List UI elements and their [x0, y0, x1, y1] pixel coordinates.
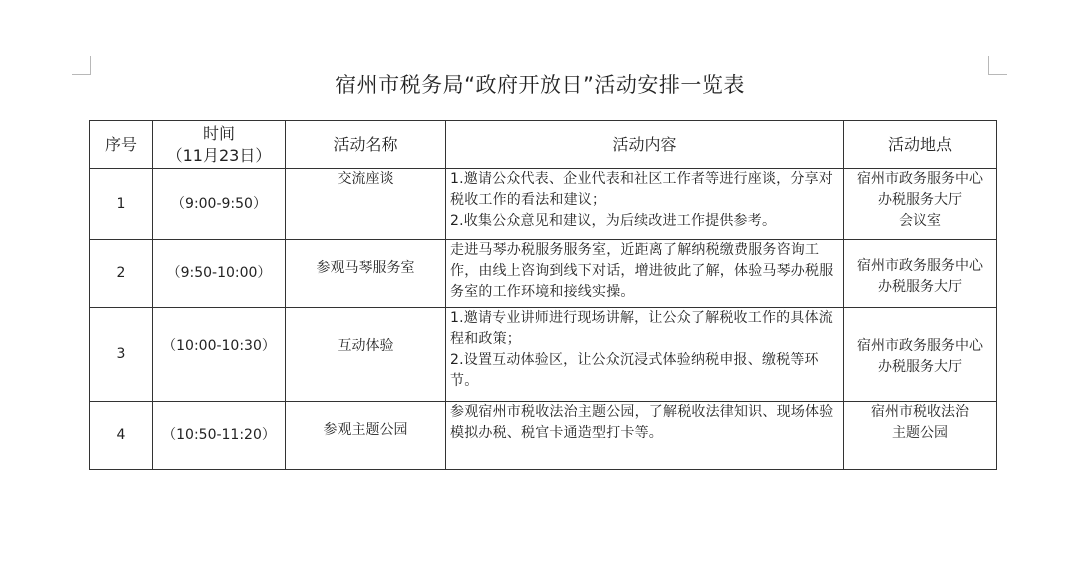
- place-line: 主题公园: [892, 425, 948, 441]
- table-header-row: [90, 121, 997, 169]
- content-line: 参观宿州市税收法治主题公园，了解税收法律知识、现场体验模拟办税、税官卡通造型打卡等。: [450, 404, 834, 441]
- row-activity-content: [446, 240, 844, 308]
- table-row: [90, 240, 997, 308]
- content-line: 2.设置互动体验区，让公众沉浸式体验纳税申报、缴税等环节。: [450, 352, 819, 389]
- place-line: 办税服务大厅: [878, 359, 962, 375]
- row-index: 4: [90, 402, 153, 470]
- header-time-label: 时间: [202, 123, 235, 143]
- row-activity-place: [844, 402, 997, 470]
- row-activity-name: 参观主题公园: [286, 402, 446, 470]
- table-row: [90, 169, 997, 240]
- header-activity-name: 活动名称: [286, 121, 446, 169]
- place-line: 会议室: [899, 213, 941, 229]
- row-activity-place: [844, 240, 997, 308]
- row-activity-content: [446, 402, 844, 470]
- table-row: [90, 402, 997, 470]
- place-line: 宿州市政务服务中心: [857, 338, 983, 354]
- row-time: （9:50-10:00）: [153, 240, 286, 308]
- place-line: 办税服务大厅: [878, 279, 962, 295]
- row-time: （9:00-9:50）: [153, 169, 286, 240]
- row-activity-content: [446, 169, 844, 240]
- header-time: [153, 121, 286, 169]
- row-activity-name: 交流座谈: [286, 169, 446, 240]
- header-time-date: （11月23日）: [166, 145, 272, 165]
- activity-schedule-table: [89, 120, 997, 470]
- row-index: 2: [90, 240, 153, 308]
- header-activity-place: 活动地点: [844, 121, 997, 169]
- header-index: 序号: [90, 121, 153, 169]
- content-line: 1.邀请专业讲师进行现场讲解，让公众了解税收工作的具体流程和政策；: [450, 310, 833, 347]
- content-line: 2.收集公众意见和建议，为后续改进工作提供参考。: [450, 213, 777, 229]
- place-line: 宿州市税收法治: [871, 404, 969, 420]
- row-activity-content: [446, 308, 844, 402]
- row-index: 1: [90, 169, 153, 240]
- document-title: 宿州市税务局“政府开放日”活动安排一览表: [335, 73, 745, 97]
- header-activity-content: 活动内容: [446, 121, 844, 169]
- content-line: 走进马琴办税服务服务室，近距离了解纳税缴费服务咨询工作，由线上咨询到线下对话，增进彼此了解，体验马琴办税服务室的工作环境和接线实操。: [450, 242, 834, 300]
- table-row: [90, 308, 997, 402]
- place-line: 宿州市政务服务中心: [857, 258, 983, 274]
- row-time: （10:00-10:30）: [153, 308, 286, 402]
- content-line: 1.邀请公众代表、企业代表和社区工作者等进行座谈，分享对税收工作的看法和建议；: [450, 171, 833, 208]
- row-time: （10:50-11:20）: [153, 402, 286, 470]
- row-activity-name: 互动体验: [286, 308, 446, 402]
- place-line: 宿州市政务服务中心: [857, 171, 983, 187]
- row-activity-place: [844, 169, 997, 240]
- row-activity-place: [844, 308, 997, 402]
- place-line: 办税服务大厅: [878, 192, 962, 208]
- row-index: 3: [90, 308, 153, 402]
- row-activity-name: 参观马琴服务室: [286, 240, 446, 308]
